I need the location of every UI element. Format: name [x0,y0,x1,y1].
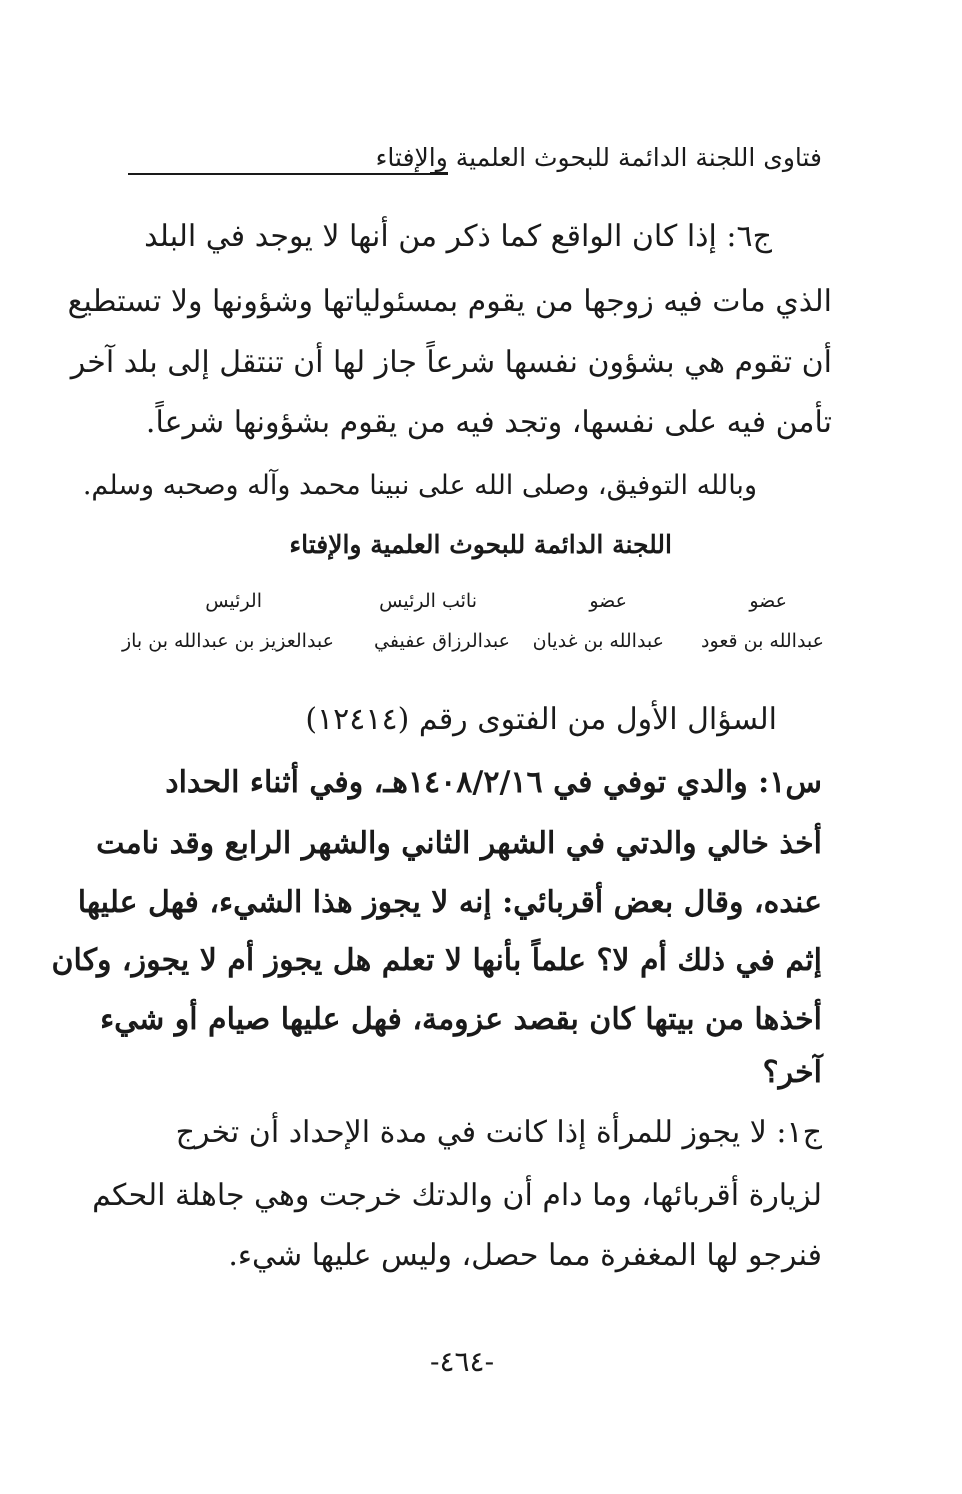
answer1-line-2: لزيارة أقربائها، وما دام أن والدتك خرجت وهي جاهلة الحكم [92,1178,822,1213]
header-rule [128,173,430,175]
question1-line-2: أخذ خالي والدتي في الشهر الثاني والشهر الرابع وقد نامت [96,826,822,861]
member-name-1: عبدالله بن قعود [701,630,824,652]
question1-line-6: آخر؟ [762,1055,822,1090]
fatwa-number-title: السؤال الأول من الفتوى رقم (١٢٤١٤) [305,702,777,737]
header-rule-end [430,172,448,175]
answer6-line-3: أن تقوم هي بشؤون نفسها شرعاً جاز لها أن تنتقل إلى بلد آخر [70,345,832,380]
question1-line-5: أخذها من بيتها كان بقصد عزومة، فهل عليها صيام أو شيء [100,1002,822,1037]
member-name-2: عبدالله بن غديان [532,630,664,652]
page-number: -٤٦٤- [430,1345,495,1378]
answer1-line-3: فنرجو لها المغفرة مما حصل، وليس عليها شيء. [228,1238,822,1273]
answer6-line-1: ج٦: إذا كان الواقع كما ذكر من أنها لا يوجد في البلد [144,219,772,254]
answer6-line-2: الذي مات فيه زوجها من يقوم بمسئولياتها وشؤونها ولا تستطيع [67,284,832,319]
member-role-4: الرئيس [205,590,262,612]
question1-line-4: إثم في ذلك أم لا؟ علماً بأنها لا تعلم هل يجوز أم لا يجوز، وكان [51,943,822,978]
answer1-line-1: ج١: لا يجوز للمرأة إذا كانت في مدة الإحداد أن تخرج [175,1115,822,1150]
question1-line-3: عنده، وقال بعض أقربائي: إنه لا يجوز هذا الشيء، فهل عليها [77,885,822,920]
question1-line-1: س١: والدي توفي في ١٤٠٨/٢/١٦هـ، وفي أثناء الحداد [165,765,822,800]
member-name-3: عبدالرزاق عفيفي [374,630,510,652]
closing-prayer: وبالله التوفيق، وصلى الله على نبينا محمد وآله وصحبه وسلم. [82,470,757,501]
member-role-2: عضو [589,590,627,612]
answer6-line-4: تأمن فيه على نفسها، وتجد فيه من يقوم بشؤونها شرعاً. [145,405,832,440]
member-role-3: نائب الرئيس [379,590,477,612]
member-name-4: عبدالعزيز بن عبدالله بن باز [121,630,334,652]
member-role-1: عضو [749,590,787,612]
committee-title: اللجنة الدائمة للبحوث العلمية والإفتاء [289,530,672,559]
running-header: فتاوى اللجنة الدائمة للبحوث العلمية والإفتاء [375,143,822,172]
